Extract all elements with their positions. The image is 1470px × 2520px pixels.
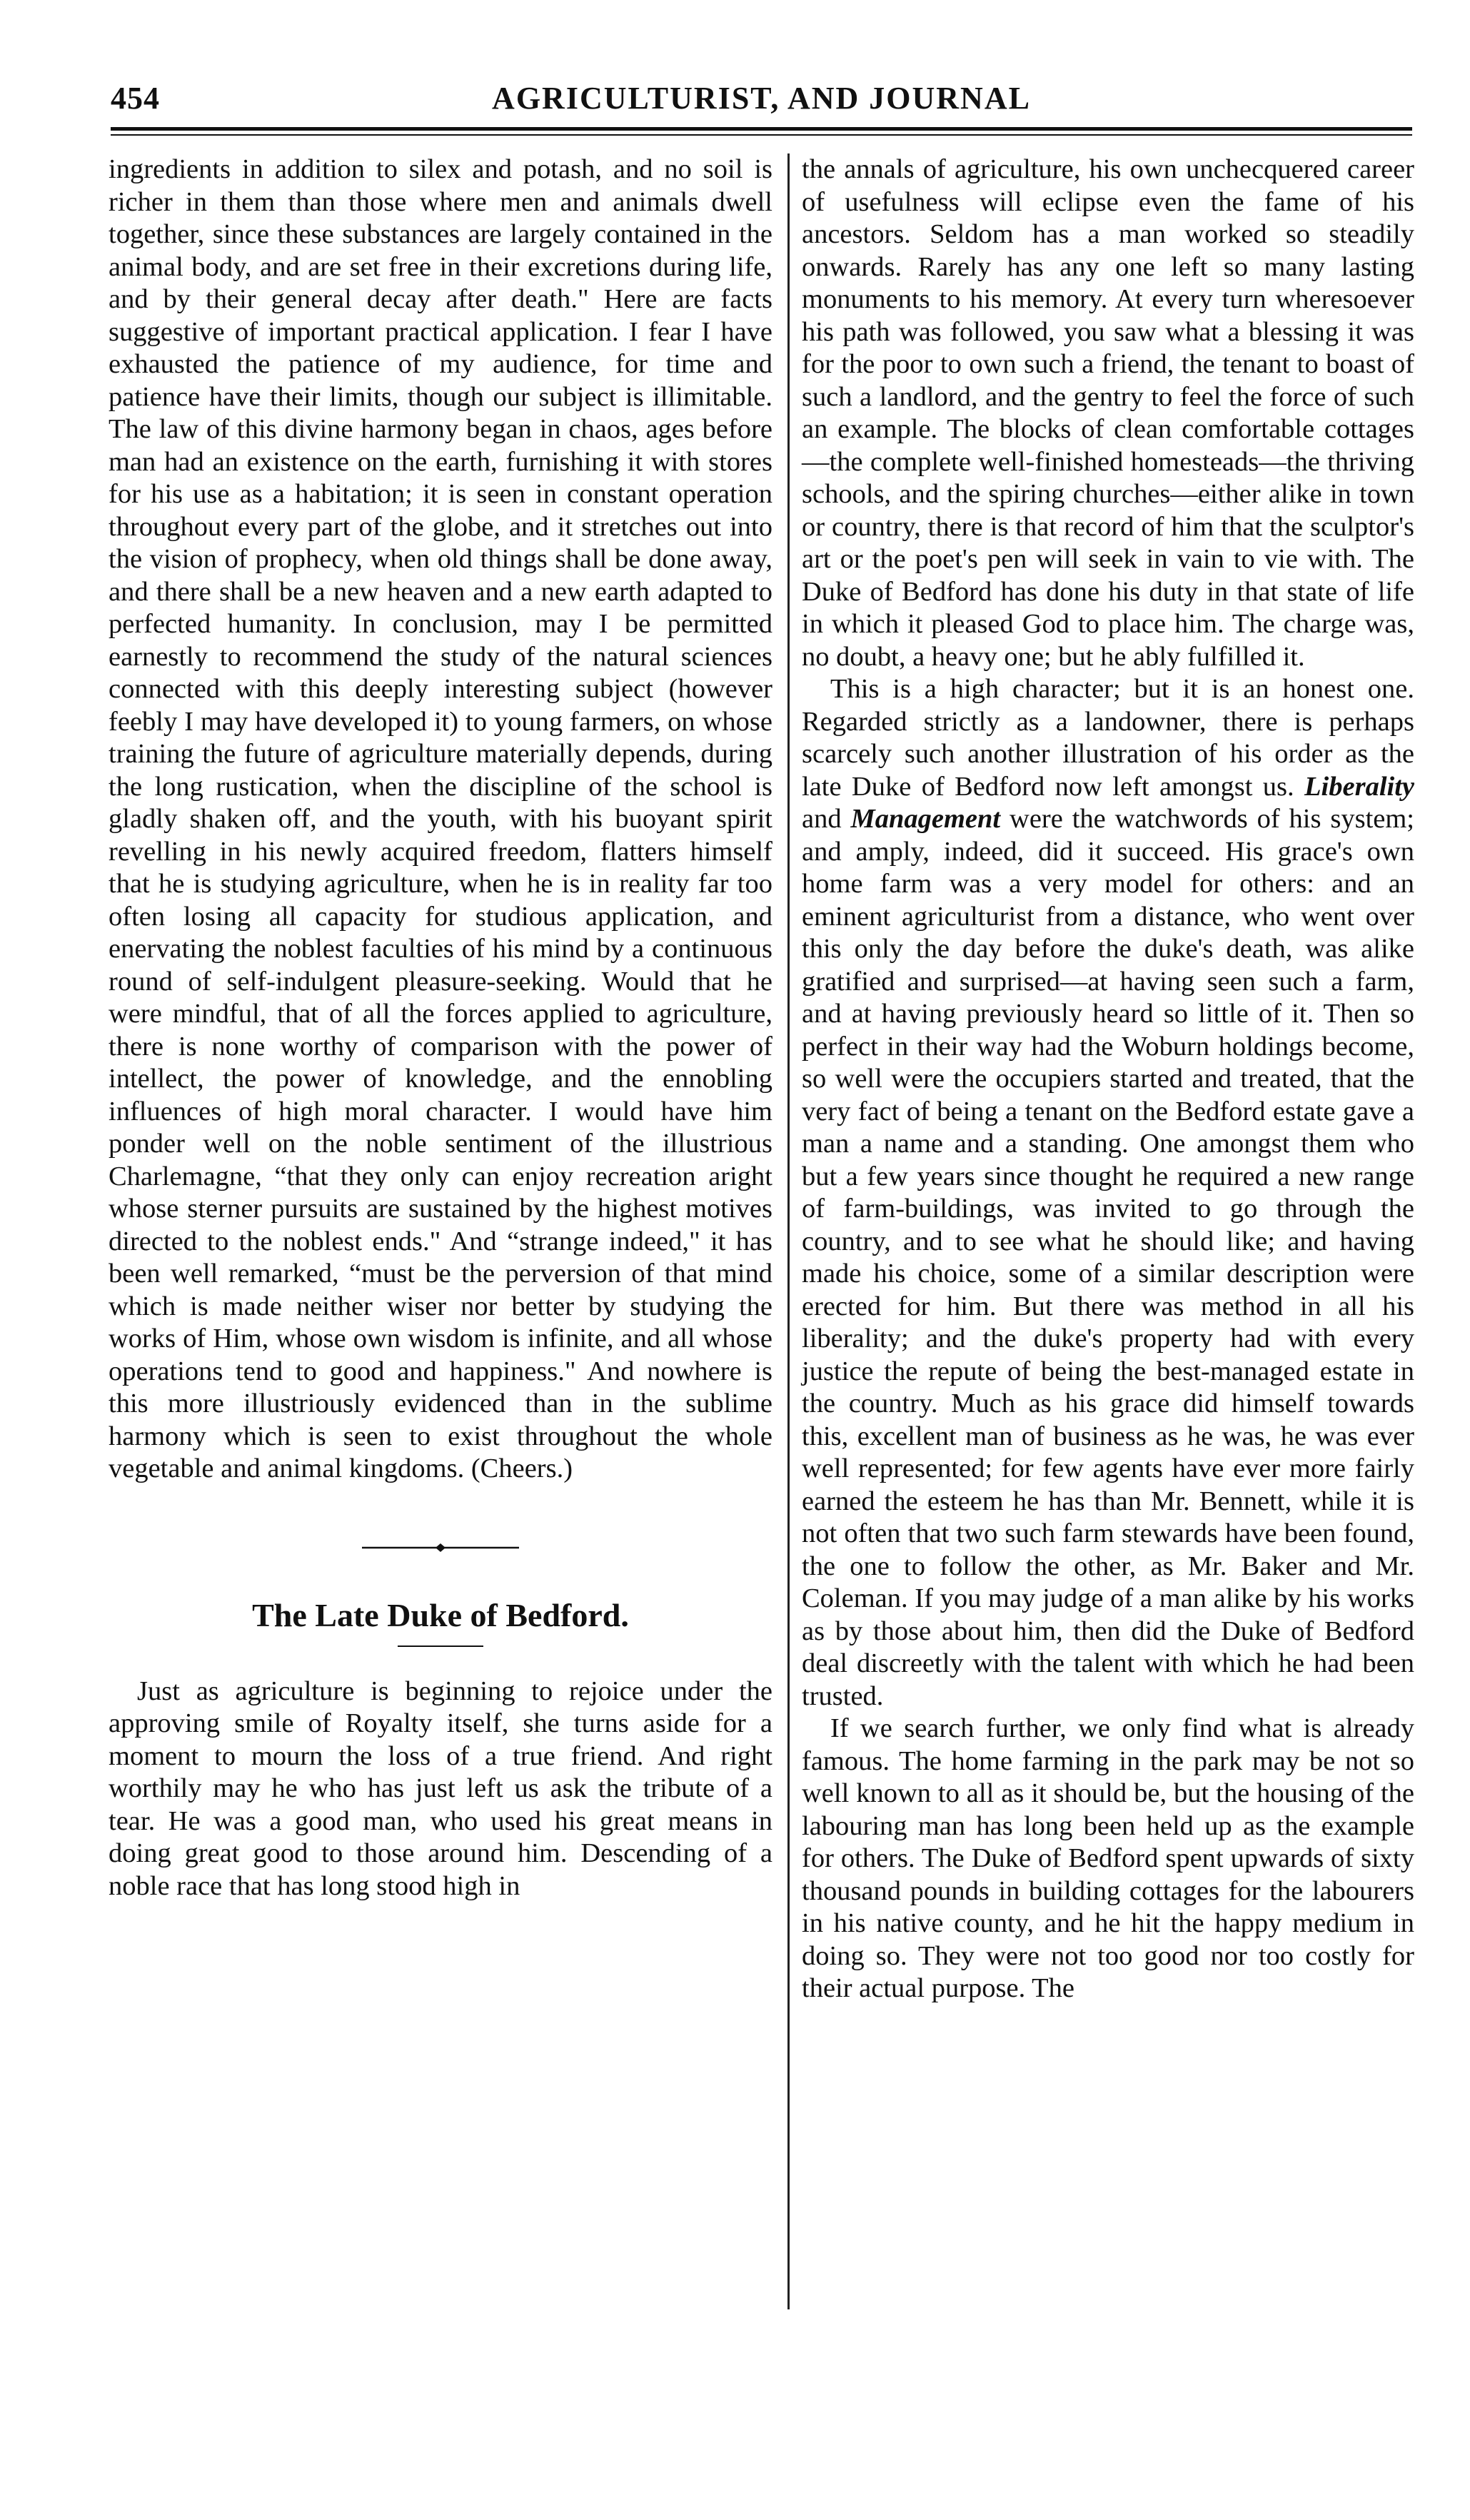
section-divider-ornament: [362, 1543, 519, 1553]
paragraph-text: and: [802, 804, 851, 834]
page-number: 454: [111, 81, 160, 116]
running-title: AGRICULTURIST, AND JOURNAL: [492, 81, 1031, 116]
article-continued-paragraph: the annals of agriculture, his own unchecquered career of usefulness will eclipse even the fame of his ancestors. Seldom has a man worked so steadily onwards. Rarely has any one left so many lasting monuments to his memory. At every turn wheresoever his path was followed, you saw what a blessing it was for the poor to own such a friend, the tenant to boast of such a landlord, and the gentry to feel the force of such an example. The blocks of clean comfortable cottages—the complete well-finished homesteads—the thriving schools, and the spiring churches—either alike in town or country, there is that record of him that the sculptor's art or the poet's pen will seek in vain to vie with. The Duke of Bedford has done his duty in that state of life in which it pleased God to place him. The charge was, no doubt, a heavy one; but he ably fulfilled it.: [802, 154, 1414, 672]
article-paragraph-cottages: If we search further, we only find what is already famous. The home farming in the park may be not so well known to all as it should be, but the housing of the labouring man has long been held up as the example for others. The Duke of Bedford spent upwards of sixty thousand pounds in building cottages for the labourers in his native county, and he hit the happy medium in doing so. They were not too good nor too costly for their actual purpose. The: [802, 1713, 1414, 2003]
page-header: [111, 77, 1412, 120]
paragraph-text: were the watchwords of his system; and amply, indeed, did it succeed. His grace's own home farm was a very model for others: and an eminent agriculturist from a distance, who went over this only the day before the duke's death, was alike gratified and surprised—at having seen such a farm, and at having previously heard so little of it. Then so perfect in their way had the Woburn holdings become, so well were the occupiers started and treated, that the very fact of being a tenant on the Bedford estate gave a man a name and a standing. One amongst them who but a few years since thought he required a new range of farm-buildings, was invited to go through the country, and to see what he should like; and having made his choice, some of a similar description were erected for him. But there was method in all his liberality; and the duke's property had with every justice the repute of being the best-managed estate in the country. Much as his grace did himself towards this, excellent man of business as he was, he was ever well represented; for few agents have ever more fairly earned the esteem he has than Mr. Bennett, while it is not often that two such farm stewards have been found, the one to follow the other, as Mr. Baker and Mr. Coleman. If you may judge of a man alike by his works as by those about him, then did the Duke of Bedford deal discreetly with the talent with which he had been trusted.: [802, 804, 1414, 1711]
italic-liberality: Liberality: [1304, 771, 1414, 802]
article-paragraph-character: [802, 673, 1414, 1713]
closing-paragraph: ingredients in addition to silex and potash, and no soil is richer in them than those where men and animals dwell together, since these substances are largely contained in the animal body, and are set free in their excretions during life, and by their general decay after death." Here are facts suggestive of important practical application. I fear I have exhausted the patience of my audience, for time and patience have their limits, though our subject is illimitable. The law of this divine harmony began in chaos, ages before man had an existence on the earth, furnishing it with stores for his use as a habitation; it is seen in constant operation throughout every part of the globe, and it stretches out into the vision of prophecy, when old things shall be done away, and there shall be a new heaven and a new earth adapted to perfected humanity. In conclusion, may I be permitted earnestly to recommend the study of the natural sciences connected with this deeply interesting subject (however feebly I may have developed it) to young farmers, on whose training the future of agriculture materially depends, during the long rustication, when the discipline of the school is gladly shaken off, and the youth, with his buoyant spirit revelling in his newly acquired freedom, flatters himself that he is studying agriculture, when he is in reality far too often losing all capacity for studious application, and enervating the noblest faculties of his mind by a continuous round of self-indulgent pleasure-seeking. Would that he were mindful, that of all the forces applied to agriculture, there is none worthy of comparison with the power of intellect, the power of knowledge, and the ennobling influences of high moral character. I would have him ponder well on the noble sentiment of the illustrious Charlemagne, “that they only can enjoy recreation aright whose sterner pursuits are sustained by the highest motives directed to the noblest ends." And “strange indeed," it has been well remarked, “must be the perversion of that mind which is made neither wiser nor better by studying the works of Him, whose own wisdom is infinite, and all whose operations tend to good and happiness." And nowhere is this more illustriously evidenced than in the sublime harmony which is seen to exist throughout the whole vegetable and animal kingdoms. (Cheers.): [109, 154, 772, 1483]
header-rule-thin: [111, 134, 1412, 136]
column-divider: [787, 153, 790, 2309]
paragraph-text: This is a high character; but it is an honest one. Regarded strictly as a landowner, there is perhaps scarcely such another illustration of his order as the late Duke of Bedford now left amongst us.: [802, 674, 1414, 802]
title-underline: [398, 1645, 483, 1647]
italic-management: Management: [850, 804, 1001, 834]
right-column: [802, 153, 1414, 2005]
article-opening-paragraph: Just as agriculture is beginning to rejoice under the approving smile of Royalty itself, she turns aside for a moment to mourn the loss of a true friend. And right worthily may he who has just left us ask the tribute of a tear. He was a good man, who used his great means in doing great good to those around him. Descending of a noble race that has long stood high in: [109, 1675, 772, 1901]
left-column: [109, 153, 772, 1902]
article-title: The Late Duke of Bedford.: [252, 1596, 629, 1633]
header-rule-thick: [111, 127, 1412, 131]
